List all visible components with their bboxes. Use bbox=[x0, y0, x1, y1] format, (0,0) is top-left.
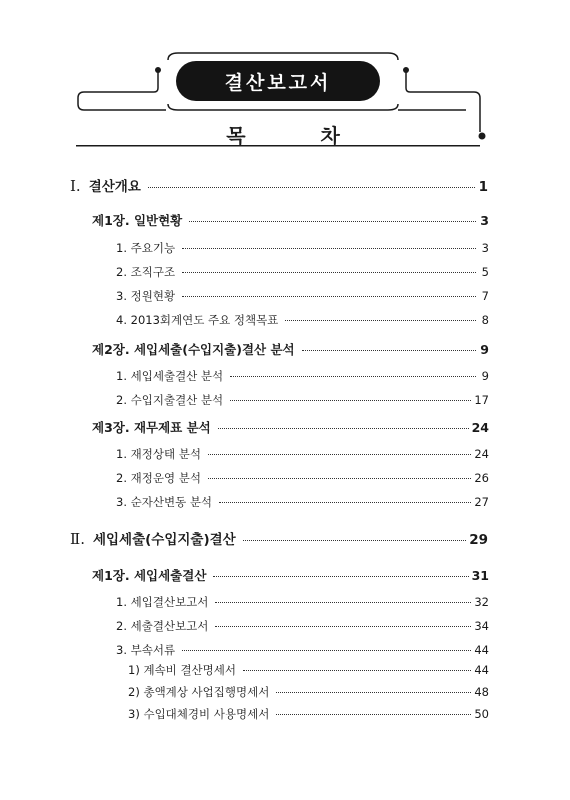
chapter-label: 제3장. 재무제표 분석 bbox=[92, 420, 211, 435]
item-label: 3. 정원현황 bbox=[116, 289, 176, 303]
toc-subitem[interactable] bbox=[128, 684, 489, 700]
toc-item[interactable] bbox=[116, 392, 489, 408]
item-label: 1. 재정상태 분석 bbox=[116, 447, 201, 461]
dot-leader bbox=[243, 670, 471, 671]
dot-leader bbox=[230, 376, 476, 377]
toc-part-2[interactable] bbox=[70, 528, 488, 548]
item-label: 2. 수입지출결산 분석 bbox=[116, 393, 224, 407]
page-number: 32 bbox=[474, 595, 489, 609]
page-number: 29 bbox=[469, 532, 488, 548]
subitem-label: 3) 수입대체경비 사용명세서 bbox=[128, 707, 270, 721]
toc-subitem[interactable] bbox=[128, 662, 489, 678]
item-label: 3. 순자산변동 분석 bbox=[116, 495, 213, 509]
page-number: 44 bbox=[474, 643, 489, 657]
dot-leader bbox=[208, 454, 471, 455]
item-label: 1. 주요기능 bbox=[116, 241, 176, 255]
dot-leader bbox=[182, 296, 476, 297]
dot-leader bbox=[302, 350, 476, 351]
dot-leader bbox=[285, 320, 476, 321]
item-label: 2. 조직구조 bbox=[116, 265, 176, 279]
dot-leader bbox=[213, 576, 468, 577]
toc-item[interactable] bbox=[116, 446, 489, 462]
toc-part2-chapter-1[interactable] bbox=[92, 566, 489, 584]
toc-item[interactable] bbox=[116, 618, 489, 634]
toc-part-1[interactable] bbox=[70, 175, 488, 195]
toc-heading: 목 차 bbox=[226, 124, 374, 148]
part-number: Ⅰ. bbox=[70, 177, 81, 195]
toc-chapter-3[interactable] bbox=[92, 418, 489, 436]
dot-leader bbox=[219, 502, 471, 503]
page-number: 24 bbox=[471, 420, 489, 435]
dot-leader bbox=[182, 272, 476, 273]
dot-leader bbox=[276, 692, 471, 693]
page-number: 50 bbox=[474, 707, 489, 721]
part-label: 세입세출(수입지출)결산 bbox=[92, 532, 236, 548]
page-number: 44 bbox=[474, 663, 489, 677]
chapter-label: 제1장. 세입세출결산 bbox=[92, 568, 207, 583]
item-label: 2. 재정운영 분석 bbox=[116, 471, 201, 485]
page-number: 9 bbox=[480, 342, 489, 357]
toc-chapter-1[interactable] bbox=[92, 211, 489, 229]
page-number: 17 bbox=[474, 393, 489, 407]
chapter-label: 제1장. 일반현황 bbox=[92, 213, 183, 228]
page-number: 27 bbox=[474, 495, 489, 509]
toc-item[interactable] bbox=[116, 470, 489, 486]
page-number: 7 bbox=[481, 289, 489, 303]
toc-item[interactable] bbox=[116, 642, 489, 658]
report-title: 결산보고서 bbox=[224, 71, 332, 94]
toc-subitem[interactable] bbox=[128, 706, 489, 722]
page-number: 48 bbox=[474, 685, 489, 699]
page-number: 3 bbox=[480, 213, 489, 228]
toc-chapter-2[interactable] bbox=[92, 340, 489, 358]
item-label: 1. 세입세출결산 분석 bbox=[116, 369, 224, 383]
dot-leader bbox=[230, 400, 471, 401]
page-number: 8 bbox=[481, 313, 489, 327]
toc-item[interactable] bbox=[116, 240, 489, 256]
toc-item[interactable] bbox=[116, 312, 489, 328]
toc-item[interactable] bbox=[116, 368, 489, 384]
page-number: 5 bbox=[481, 265, 489, 279]
item-label: 1. 세입결산보고서 bbox=[116, 595, 209, 609]
item-label: 3. 부속서류 bbox=[116, 643, 176, 657]
dot-leader bbox=[148, 187, 475, 188]
part-label: 결산개요 bbox=[88, 179, 141, 195]
dot-leader bbox=[243, 540, 466, 541]
dot-leader bbox=[182, 248, 476, 249]
page-number: 1 bbox=[478, 179, 488, 195]
page-number: 26 bbox=[474, 471, 489, 485]
toc-item[interactable] bbox=[116, 264, 489, 280]
dot-leader bbox=[218, 428, 469, 429]
toc-item[interactable] bbox=[116, 494, 489, 510]
dot-leader bbox=[208, 478, 471, 479]
dot-leader bbox=[182, 650, 471, 651]
chapter-label: 제2장. 세입세출(수입지출)결산 분석 bbox=[92, 342, 295, 357]
page-number: 31 bbox=[471, 568, 489, 583]
item-label: 4. 2013회계연도 주요 정책목표 bbox=[116, 313, 279, 327]
subitem-label: 1) 계속비 결산명세서 bbox=[128, 663, 236, 677]
dot-leader bbox=[215, 626, 471, 627]
page-number: 24 bbox=[474, 447, 489, 461]
subitem-label: 2) 총액계상 사업집행명세서 bbox=[128, 685, 270, 699]
item-label: 2. 세출결산보고서 bbox=[116, 619, 209, 633]
dot-leader bbox=[215, 602, 471, 603]
dot-leader bbox=[276, 714, 471, 715]
toc-item[interactable] bbox=[116, 288, 489, 304]
page-number: 34 bbox=[474, 619, 489, 633]
page-number: 3 bbox=[481, 241, 489, 255]
toc-item[interactable] bbox=[116, 594, 489, 610]
page-number: 9 bbox=[481, 369, 489, 383]
dot-leader bbox=[189, 221, 476, 222]
part-number: Ⅱ. bbox=[70, 530, 85, 548]
